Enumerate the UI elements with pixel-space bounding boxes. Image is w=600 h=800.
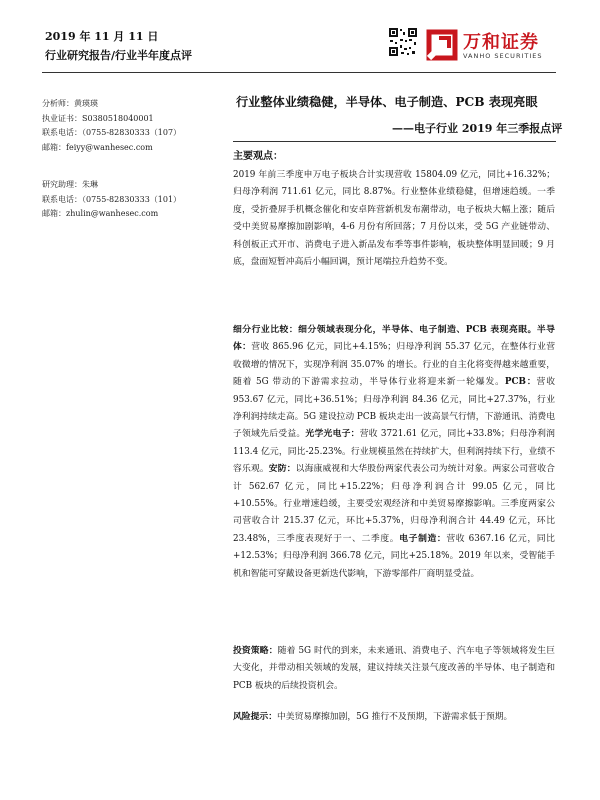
company-logo <box>425 26 575 66</box>
header-divider <box>42 72 556 73</box>
report-type: 行业研究报告/行业半年度点评 <box>45 49 193 62</box>
qr-code-icon <box>388 27 418 57</box>
paragraph-risk: 风险提示：中美贸易摩擦加剧，5G 推行不及预期，下游需求低于预期。 <box>233 712 513 722</box>
report-date: 2019 年 11 月 11 日 <box>45 30 159 43</box>
report-subtitle: ——电子行业 2019 年三季报点评 <box>392 122 563 135</box>
analyst-line: 分析师：黄瑛瑛 <box>42 99 98 108</box>
paragraph-segments: 细分行业比较：细分领域表现分化，半导体、电子制造、PCB 表现亮眼。半导体：营收 865.96 亿元，同比+4.15%；归母净利润 55.37 亿元，在整体行业营收微增的情况下，实现净利润 35.07% 的增长。行业的自主化将变得越来越重要，随着 5G 带动的下游需求拉动，半导体行业将迎来新一轮爆发。PCB：营收 953.67 亿元，同比+36.51%；归母净利润 84.36 亿元，同比+27.37%，行业净利润持续走高。5G 建设拉动 PCB 板块走出一波高景气行情，下游通讯、消费电子领域先后受益。光学光电子：营收 3721.61 亿元，同比+33.8%；归母净利润 113.4 亿元，同比-25.23%。行业规模虽然在持续扩大，但利润持续下行，业绩不容乐观。安防：以海康威视和大华股份两家代表公司为统计对象。两家公司营收合计 562.67 亿元，同比+15.22%；归母净利润合计 99.05 亿元，同比+10.55%。行业增速趋缓，主要受宏观经济和中美贸易摩擦影响。三季度两家公司营收合计 215.37 亿元，环比+5.37%，归母净利润合计 44.49 亿元，环比 23.48%，三季度表现好于一、二季度。电子制造：营收 6367.16 亿元，同比+12.53%；归母净利润 366.78 亿元，同比+25.18%。2019 年以来，受智能手机和智能可穿戴设备更新迭代影响，下游零部件厂商明显受益。 <box>233 325 556 579</box>
logo-name-cn: 万和证券 <box>463 32 539 53</box>
assistant-email: 邮箱：zhulin@wanhesec.com <box>42 209 159 218</box>
report-title: 行业整体业绩稳健，半导体、电子制造、PCB 表现亮眼 <box>236 95 538 109</box>
analyst-email: 邮箱：feiyy@wanhesec.com <box>42 142 153 152</box>
paragraph-strategy: 投资策略：随着 5G 时代的到来，未来通讯、消费电子、汽车电子等领域将发生巨大变化，并带动相关领域的发展，建议持续关注景气度改善的半导体、电子制造和 PCB 板块的后续投资机会。 <box>233 646 555 691</box>
segment-lead: 细分行业比较：细分领域表现分化，半导体、电子制造、PCB 表现亮眼。 <box>233 325 537 335</box>
assistant-block <box>42 178 181 222</box>
title-divider <box>233 141 556 142</box>
paragraph-overview: 2019 年前三季度申万电子板块合计实现营收 15804.09 亿元，同比+16.32%；归母净利润 711.61 亿元，同比 8.87%。行业整体业绩稳健，但增速趋缓。一季度，受折叠屏手机概念催化和安卓阵营新机发布潮带动，电子板块大幅上涨；随后受中美贸易摩擦加剧影响，4-6 月份有所回落；7 月份以来，受 5G 产业链带动、科创板正式开市、消费电子进入新品发布季等事件影响，板块整体明显回暖；9 月底，盘面短暂冲高后小幅回调，预计尾端拉升趋势不变。 <box>233 170 555 268</box>
assistant-line: 联系电话：（0755-82830333（101） <box>42 194 182 204</box>
assistant-line: 研究助理：朱琳 <box>42 180 98 189</box>
analyst-line: 联系电话：（0755-82830333（107） <box>42 128 182 137</box>
logo-name-en: VANHO SECURITIES <box>463 52 543 60</box>
analyst-block <box>42 97 181 155</box>
analyst-line: 执业证书：S0380518040001 <box>42 113 154 123</box>
logo-mark-icon <box>425 28 459 62</box>
section-heading: 主要观点： <box>233 151 283 162</box>
